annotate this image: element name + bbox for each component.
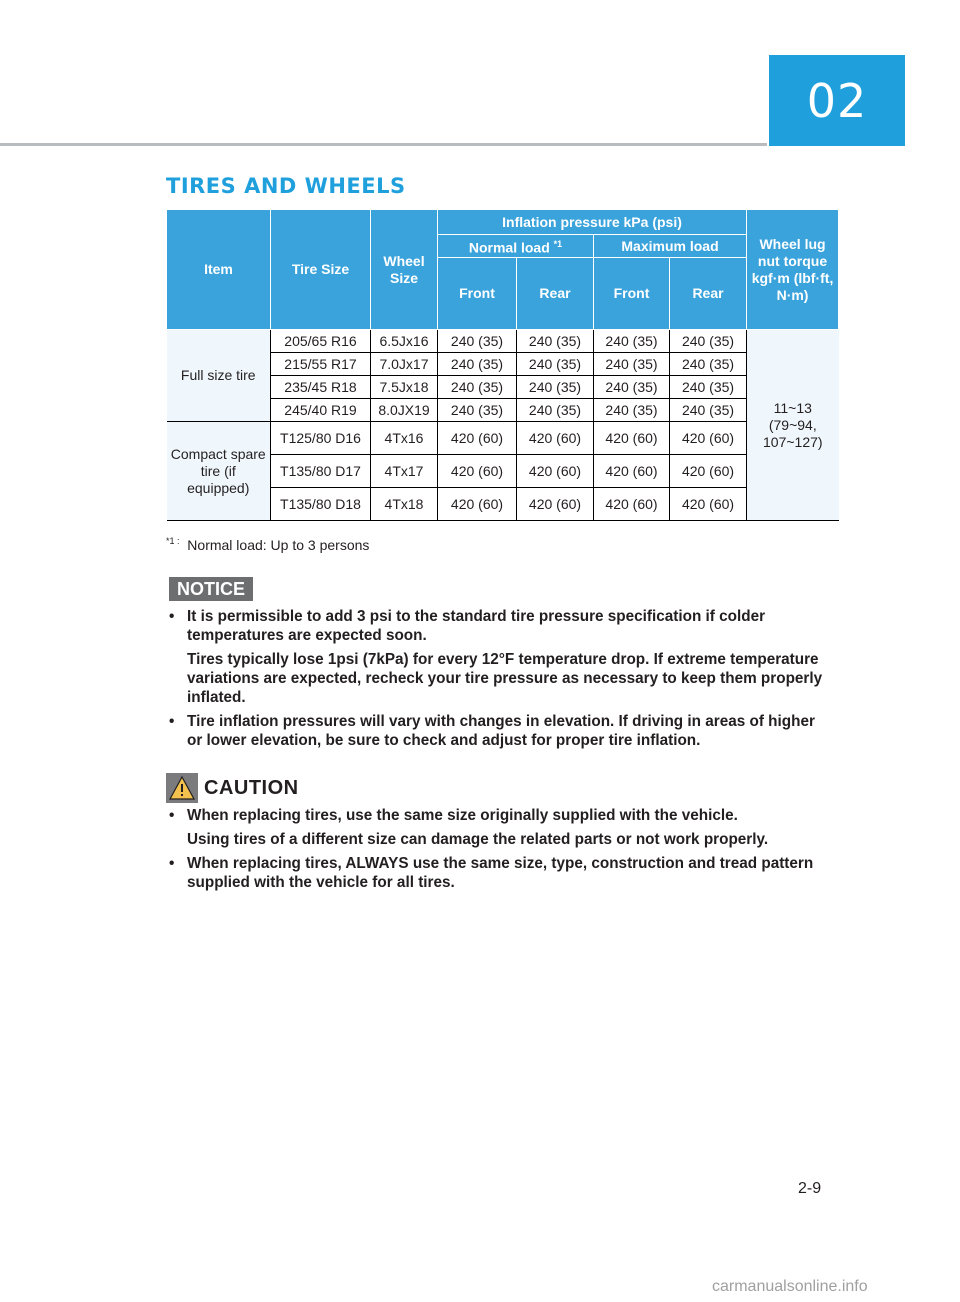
cell-maximum-front: 240 (35)	[594, 399, 670, 422]
list-item	[166, 712, 831, 750]
header-normal-rear: Rear	[517, 258, 594, 330]
cell-normal-front: 240 (35)	[438, 353, 517, 376]
cell-maximum-front: 240 (35)	[594, 330, 670, 353]
cell-normal-front: 240 (35)	[438, 330, 517, 353]
notice-text: Tire inflation pressures will vary with changes in elevation. If driving in areas of higher or lower elevation, be sure to check and adjust for proper tire inflation.	[187, 713, 815, 749]
cell-maximum-rear: 420 (60)	[670, 488, 747, 521]
caution-text: Using tires of a different size can damage the related parts or not work properly.	[187, 831, 769, 848]
list-item	[166, 806, 831, 849]
cell-tire-size: 205/65 R16	[271, 330, 371, 353]
header-normal-front: Front	[438, 258, 517, 330]
notice-list	[166, 607, 831, 755]
bullet: •	[169, 608, 175, 625]
cell-normal-rear: 240 (35)	[517, 376, 594, 399]
cell-tire-size: T135/80 D17	[271, 455, 371, 488]
cell-normal-front: 420 (60)	[438, 488, 517, 521]
cell-tire-size: 215/55 R17	[271, 353, 371, 376]
cell-wheel-size: 7.0Jx17	[371, 353, 438, 376]
cell-normal-rear: 420 (60)	[517, 422, 594, 455]
cell-torque: 11~13 (79~94, 107~127)	[747, 330, 839, 521]
header-torque: Wheel lug nut torque kgf·m (lbf·ft, N·m)	[747, 210, 839, 330]
header-wheel-size: Wheel Size	[371, 210, 438, 330]
header-tire-size: Tire Size	[271, 210, 371, 330]
cell-wheel-size: 8.0JX19	[371, 399, 438, 422]
cell-tire-size: T125/80 D16	[271, 422, 371, 455]
cell-normal-rear: 420 (60)	[517, 455, 594, 488]
cell-maximum-front: 420 (60)	[594, 488, 670, 521]
bullet: •	[169, 807, 175, 824]
cell-normal-front: 420 (60)	[438, 455, 517, 488]
list-item	[166, 854, 831, 892]
group-compact-spare: Compact spare tire (if equipped)	[167, 422, 271, 521]
cell-wheel-size: 7.5Jx18	[371, 376, 438, 399]
section-title: TIRES AND WHEELS	[166, 174, 406, 198]
tire-spec-table	[166, 209, 839, 521]
cell-normal-front: 240 (35)	[438, 376, 517, 399]
cell-normal-rear: 240 (35)	[517, 330, 594, 353]
cell-wheel-size: 4Tx18	[371, 488, 438, 521]
footnote-mark: *1 :	[166, 536, 180, 546]
caution-text: When replacing tires, ALWAYS use the same size, type, construction and tread pattern supplied with the vehicle for all tires.	[187, 855, 814, 891]
table-row	[167, 330, 839, 353]
cell-maximum-rear: 420 (60)	[670, 422, 747, 455]
cell-normal-rear: 420 (60)	[517, 488, 594, 521]
table-row	[167, 422, 839, 455]
notice-text: Tires typically lose 1psi (7kPa) for every 12°F temperature drop. If extreme temperature variations are expected, recheck your tire pressure as necessary to keep them properly inflated.	[187, 651, 823, 706]
cell-normal-rear: 240 (35)	[517, 353, 594, 376]
cell-wheel-size: 4Tx16	[371, 422, 438, 455]
normal-load-label: Normal load	[468, 239, 550, 256]
normal-load-mark: *1	[553, 238, 563, 249]
cell-normal-front: 420 (60)	[438, 422, 517, 455]
notice-badge: NOTICE	[169, 577, 253, 601]
bullet: •	[169, 713, 175, 730]
cell-maximum-rear: 420 (60)	[670, 455, 747, 488]
warning-triangle-icon	[166, 773, 198, 803]
cell-tire-size: 235/45 R18	[271, 376, 371, 399]
page-number: 2-9	[798, 1180, 822, 1197]
caution-header	[166, 773, 299, 803]
header-maximum-front: Front	[594, 258, 670, 330]
cell-maximum-front: 420 (60)	[594, 422, 670, 455]
cell-wheel-size: 6.5Jx16	[371, 330, 438, 353]
caution-label: CAUTION	[204, 776, 299, 799]
chapter-number: 02	[806, 73, 868, 128]
cell-normal-front: 240 (35)	[438, 399, 517, 422]
cell-maximum-front: 240 (35)	[594, 376, 670, 399]
group-full-size: Full size tire	[167, 330, 271, 422]
chapter-tab	[769, 55, 905, 146]
cell-normal-rear: 240 (35)	[517, 399, 594, 422]
footnote	[166, 537, 369, 553]
list-item	[166, 607, 831, 707]
cell-tire-size: T135/80 D18	[271, 488, 371, 521]
caution-text: When replacing tires, use the same size originally supplied with the vehicle.	[187, 807, 738, 824]
notice-text: It is permissible to add 3 psi to the standard tire pressure specification if colder temperatures are expected soon.	[187, 608, 766, 644]
header-normal-load	[438, 235, 594, 258]
cell-wheel-size: 4Tx17	[371, 455, 438, 488]
cell-maximum-rear: 240 (35)	[670, 399, 747, 422]
cell-maximum-front: 420 (60)	[594, 455, 670, 488]
header-maximum-load: Maximum load	[594, 235, 747, 258]
cell-tire-size: 245/40 R19	[271, 399, 371, 422]
bullet: •	[169, 855, 175, 872]
header-item: Item	[167, 210, 271, 330]
footnote-text: Normal load: Up to 3 persons	[187, 537, 370, 553]
caution-list	[166, 806, 831, 897]
watermark: carmanualsonline.info	[712, 1278, 868, 1295]
cell-maximum-rear: 240 (35)	[670, 353, 747, 376]
cell-maximum-rear: 240 (35)	[670, 376, 747, 399]
cell-maximum-rear: 240 (35)	[670, 330, 747, 353]
header-maximum-rear: Rear	[670, 258, 747, 330]
cell-maximum-front: 240 (35)	[594, 353, 670, 376]
header-inflation: Inflation pressure kPa (psi)	[438, 210, 747, 235]
top-divider	[0, 143, 767, 146]
